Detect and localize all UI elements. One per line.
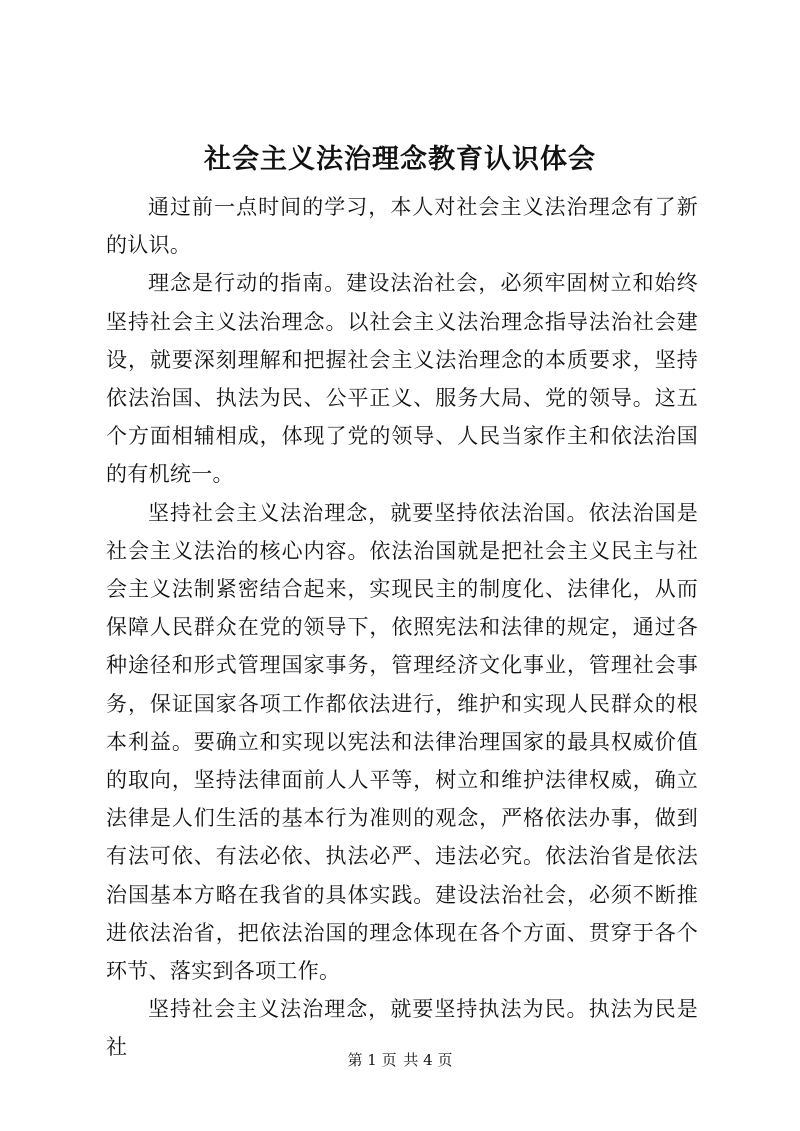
page-footer bbox=[0, 1050, 800, 1070]
paragraph: 坚持社会主义法治理念，就要坚持依法治国。依法治国是社会主义法治的核心内容。依法治国就是把社会主义民主与社会主义法制紧密结合起来，实现民主的制度化、法律化，从而保障人民群众在党的领导下，依照宪法和法律的规定，通过各种途径和形式管理国家事务，管理经济文化事业，管理社会事务，保证国家各项工作都依法进行，维护和实现人民群众的根本利益。要确立和实现以宪法和法律治理国家的最具权威价值的取向，坚持法律面前人人平等，树立和维护法律权威，确立法律是人们生活的基本行为准则的观念，严格依法办事，做到有法可依、有法必依、执法必严、违法必究。依法治省是依法治国基本方略在我省的具体实践。建设法治社会，必须不断推进依法治省，把依法治国的理念体现在各个方面、贯穿于各个环节、落实到各项工作。 bbox=[106, 500, 698, 984]
document-title: 社会主义法治理念教育认识体会 bbox=[204, 144, 596, 175]
paragraph: 通过前一点时间的学习，本人对社会主义法治理念有了新的认识。 bbox=[106, 195, 698, 258]
paragraph: 坚持社会主义法治理念，就要坚持执法为民。执法为民是社 bbox=[106, 997, 698, 1060]
page-number: 第 1 页 bbox=[347, 1051, 397, 1069]
paragraph: 理念是行动的指南。建设法治社会，必须牢固树立和始终坚持社会主义法治理念。以社会主义法治理念指导法治社会建设，就要深刻理解和把握社会主义法治理念的本质要求，坚持依法治国、执法为民、公平正义、服务大局、党的领导。这五个方面相辅相成，体现了党的领导、人民当家作主和依法治国的有机统一。 bbox=[106, 271, 698, 487]
document-body bbox=[106, 188, 698, 1067]
page-total: 共 4 页 bbox=[403, 1051, 453, 1069]
